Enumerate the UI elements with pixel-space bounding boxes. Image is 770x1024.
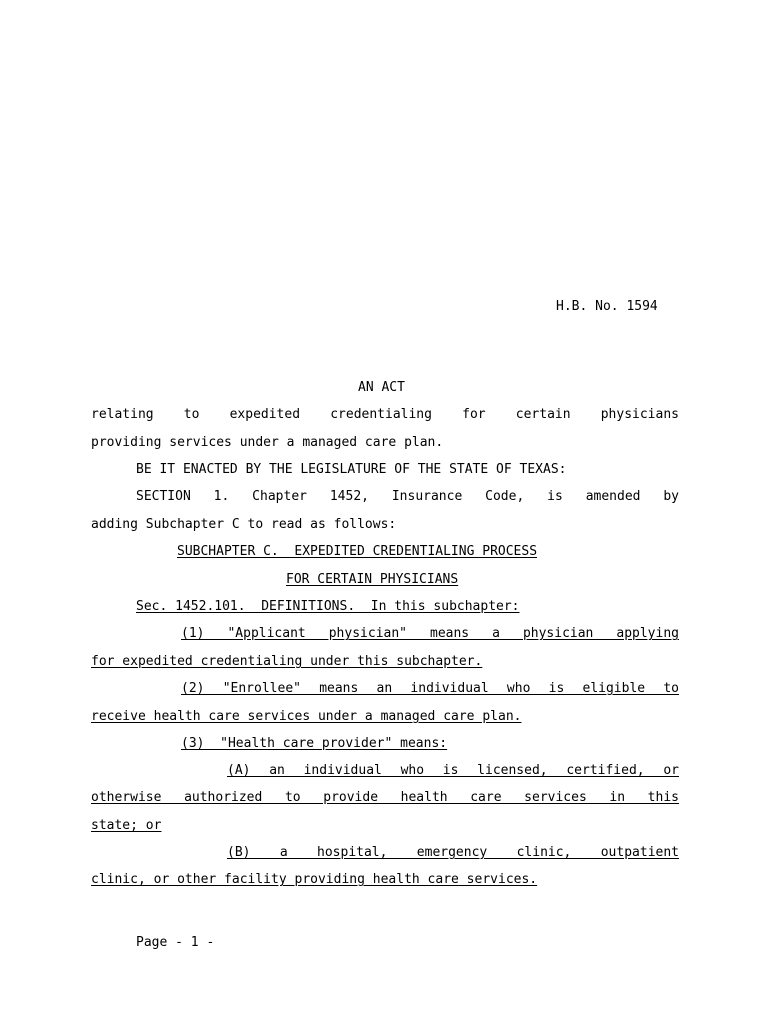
section1-line-2: adding Subchapter C to read as follows:: [91, 517, 397, 532]
subchapter-title-line-1: SUBCHAPTER C. EXPEDITED CREDENTIALING PROCESS: [177, 544, 538, 559]
section-heading: Sec. 1452.101. DEFINITIONS. In this subchapter:: [136, 599, 520, 614]
definition-3b-line-1: (B) a hospital, emergency clinic, outpatient: [227, 845, 679, 860]
subchapter-title-line-2: FOR CERTAIN PHYSICIANS: [286, 572, 459, 587]
definition-3b-line-2: clinic, or other facility providing health care services.: [91, 872, 538, 887]
caption-line-2: providing services under a managed care plan.: [91, 435, 444, 450]
caption-line-1: relating to expedited credentialing for certain physicians: [91, 407, 679, 422]
definition-3a-line-3: state; or: [91, 818, 162, 833]
bill-number: H.B. No. 1594: [556, 299, 658, 314]
definition-2-line-1: (2) "Enrollee" means an individual who is eligible to: [181, 681, 679, 696]
definition-2-line-2: receive health care services under a managed care plan.: [91, 709, 522, 724]
definition-1-line-1: (1) "Applicant physician" means a physician applying: [181, 626, 679, 641]
definition-3a-line-1: (A) an individual who is licensed, certified, or: [227, 763, 679, 778]
section1-line-1: SECTION 1. Chapter 1452, Insurance Code, is amended by: [136, 489, 679, 504]
definition-1-line-2: for expedited credentialing under this subchapter.: [91, 654, 483, 669]
page-footer: Page - 1 -: [136, 935, 215, 950]
act-heading: AN ACT: [358, 380, 405, 395]
definition-3a-line-2: otherwise authorized to provide health care services in this: [91, 790, 679, 805]
enacting-clause: BE IT ENACTED BY THE LEGISLATURE OF THE STATE OF TEXAS:: [136, 462, 567, 477]
definition-3-heading: (3) "Health care provider" means:: [181, 736, 448, 751]
